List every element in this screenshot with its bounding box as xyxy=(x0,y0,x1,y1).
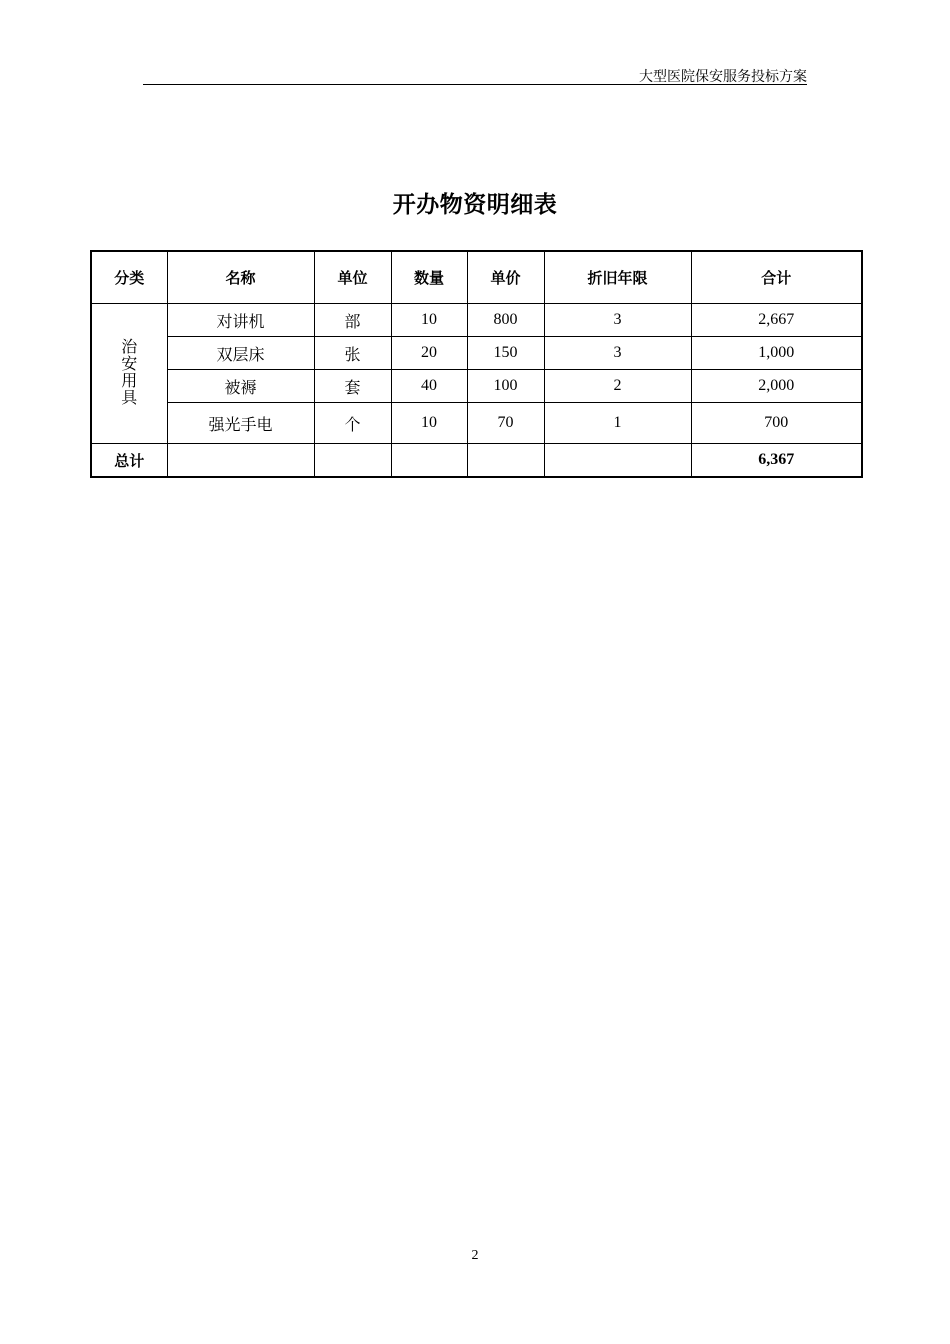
table-row xyxy=(91,304,862,337)
empty-cell xyxy=(167,444,314,478)
header-unit: 单位 xyxy=(314,251,391,304)
item-quantity: 10 xyxy=(391,304,467,337)
item-name: 被褥 xyxy=(167,370,314,403)
empty-cell xyxy=(467,444,544,478)
total-row xyxy=(91,444,862,478)
table-row xyxy=(91,370,862,403)
table-header-row xyxy=(91,251,862,304)
item-price: 100 xyxy=(467,370,544,403)
item-price: 800 xyxy=(467,304,544,337)
header-price: 单价 xyxy=(467,251,544,304)
item-years: 3 xyxy=(544,337,691,370)
total-label: 总计 xyxy=(91,444,167,478)
item-price: 150 xyxy=(467,337,544,370)
running-header: 大型医院保安服务投标方案 xyxy=(639,70,807,85)
header-quantity: 数量 xyxy=(391,251,467,304)
item-years: 1 xyxy=(544,403,691,444)
header-rule xyxy=(143,84,807,85)
category-cell xyxy=(91,304,167,444)
item-years: 2 xyxy=(544,370,691,403)
header-total: 合计 xyxy=(691,251,862,304)
item-name: 双层床 xyxy=(167,337,314,370)
item-quantity: 10 xyxy=(391,403,467,444)
item-years: 3 xyxy=(544,304,691,337)
empty-cell xyxy=(391,444,467,478)
item-total: 1,000 xyxy=(691,337,862,370)
table-row xyxy=(91,337,862,370)
item-total: 2,667 xyxy=(691,304,862,337)
item-name: 对讲机 xyxy=(167,304,314,337)
empty-cell xyxy=(314,444,391,478)
item-unit: 张 xyxy=(314,337,391,370)
item-price: 70 xyxy=(467,403,544,444)
category-label: 治安用具 xyxy=(121,339,138,407)
empty-cell xyxy=(544,444,691,478)
header-name: 名称 xyxy=(167,251,314,304)
item-unit: 套 xyxy=(314,370,391,403)
item-total: 2,000 xyxy=(691,370,862,403)
item-total: 700 xyxy=(691,403,862,444)
item-quantity: 20 xyxy=(391,337,467,370)
item-unit: 部 xyxy=(314,304,391,337)
document-title: 开办物资明细表 xyxy=(392,192,558,218)
item-quantity: 40 xyxy=(391,370,467,403)
table-row xyxy=(91,403,862,444)
page-number: 2 xyxy=(471,1248,479,1263)
header-depreciation: 折旧年限 xyxy=(544,251,691,304)
materials-table xyxy=(90,250,863,478)
item-name: 强光手电 xyxy=(167,403,314,444)
item-unit: 个 xyxy=(314,403,391,444)
header-category: 分类 xyxy=(91,251,167,304)
grand-total: 6,367 xyxy=(691,444,862,478)
